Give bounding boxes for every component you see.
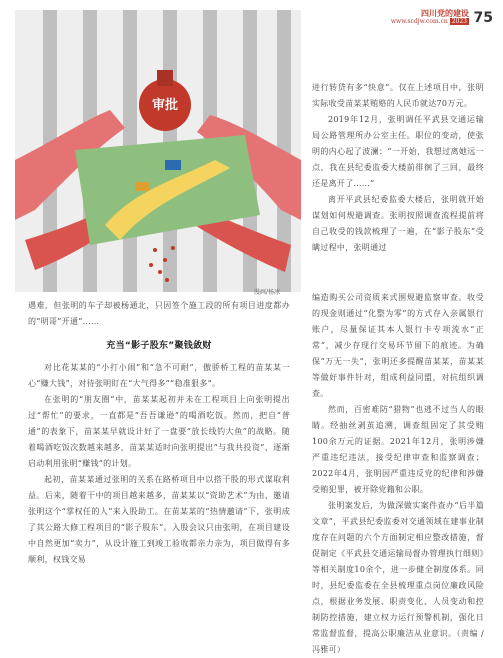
magazine-title: 四川党的建设 [421, 8, 469, 18]
url-text: www.scdjw.com.cn [390, 18, 448, 25]
paragraph: 离开平武县纪委监委大楼后，张明就开始谋划如何规避调查。张明按照调查流程提前将自己收受的钱款梳理了一遍，在“影子股东”受瞒过程中，张明通过 [312, 195, 484, 252]
paragraph: 然而，百密难防“猎物”也逃不过当人的眼睛。经抽丝剥茧追溯，调查组固定了其受贿100余万元的证据。2021年12月，张明涉嫌严重违纪违法，接受纪律审查和监察调查；2022年4月，张明因严重违反党的纪律和涉嫌受贿犯罪，被开除党籍和公职。 [312, 405, 484, 494]
illustration [15, 10, 301, 292]
illustration-credit: 漫画/杨冰 [254, 289, 281, 296]
paragraph: 起初，苗某某通过张明的关系在路桥项目中以搭干股的形式谋取利益。后来，随着干中的项目越来越多，苗某某以“资助艺术”为由，邀请张明这个“掌权任的人”来入股助工。在苗某某的“热情邀请”下，张明成了其公路大修工程项目的“影子股东”。入股会议只由张明，在项目建设中自然更加“卖力”，从设计施工到竣工验收都亲力亲为，项目做得有多顺利，权钱交易 [28, 475, 290, 564]
paragraph: 在张明的“朋友圈”中，苗某某起初并未在工程项目上向张明提出过“帮忙”的要求，一直都是“吾吾谦逊”的喝酒吃饭。然而，把自“普通”的表象下，苗某某早就设计好了一盘要“放长线钓大鱼”的战略。随着喝酒吃饭次数越来越多，苗某某适时向张明提出“与我共投资”，逐渐启动利用张明“赚钱”的计划。 [28, 395, 290, 468]
magazine-url [391, 18, 469, 26]
right-column-top [312, 80, 484, 256]
left-column [28, 298, 290, 568]
intro-paragraph: 遇难，但张明的车子却被杨通北，只因签个施工段的所有项目进度都办的“明哥”开通”…… [28, 301, 290, 326]
magazine-header [391, 8, 469, 26]
excavator [135, 182, 149, 191]
year-badge: 2023 [451, 18, 467, 25]
section-subtitle: 充当“影子股东”聚钱敛财 [106, 341, 212, 351]
paragraph: 张明案发后，为做深做实案件查办“后半篇文章”，平武县纪委监委对交通领域在建事业制度存在问题的六个方面制定相应整改措施，督促制定《平武县交通运输局督办管理执行细则》等相关制度10余个，进一步健全制度体系。同时，县纪委监委在全县梳理重点岗位廉政风险点，根据业务发展、职责变化、人员变动和控制防控措施，建立权力运行预警机制，强化日常监督监督，提高公职廉洁从业意识。（责编 / 冯雅可） [312, 501, 484, 654]
coin-text: 审批 [151, 98, 179, 113]
page-number: 75 [473, 10, 493, 26]
paragraph: 2019年12月，张明调任平武县交通运输局公路管理所办公室主任。职位的变动，使张明的内心起了波澜：“一开始，我想过离她远一点，我在县纪委监委大楼前徘徊了三回，最终还是离开了……” [312, 115, 484, 188]
paragraph: 编造购买公司资质来式围规避监察审查。收受的现金则通过“化整为零”的方式存入亲属银行账户，尽量保证其本人银行卡专项流水“正常”，减少存现行交易环节留下的痕迹。为确保“万无一失”，张明还多提醒苗某某，苗某某等做好事件针对，组成利益同盟，对抗组织调查。 [312, 293, 484, 398]
paragraph: 进行转贷有多“快意”。仅在上述项目中，张明实际收受苗某某贿赂的人民币就达70万元。 [312, 83, 484, 108]
truck [165, 160, 181, 170]
right-column-bottom [312, 290, 484, 658]
paragraph: 对比花某某的“小打小闹”和“急不可耐”，傲骄桥工程的苗某某一心“赚大钱”，对待张明盯在“大气得多”“稳准狠多”。 [28, 363, 290, 388]
illustration-svg [15, 10, 301, 292]
